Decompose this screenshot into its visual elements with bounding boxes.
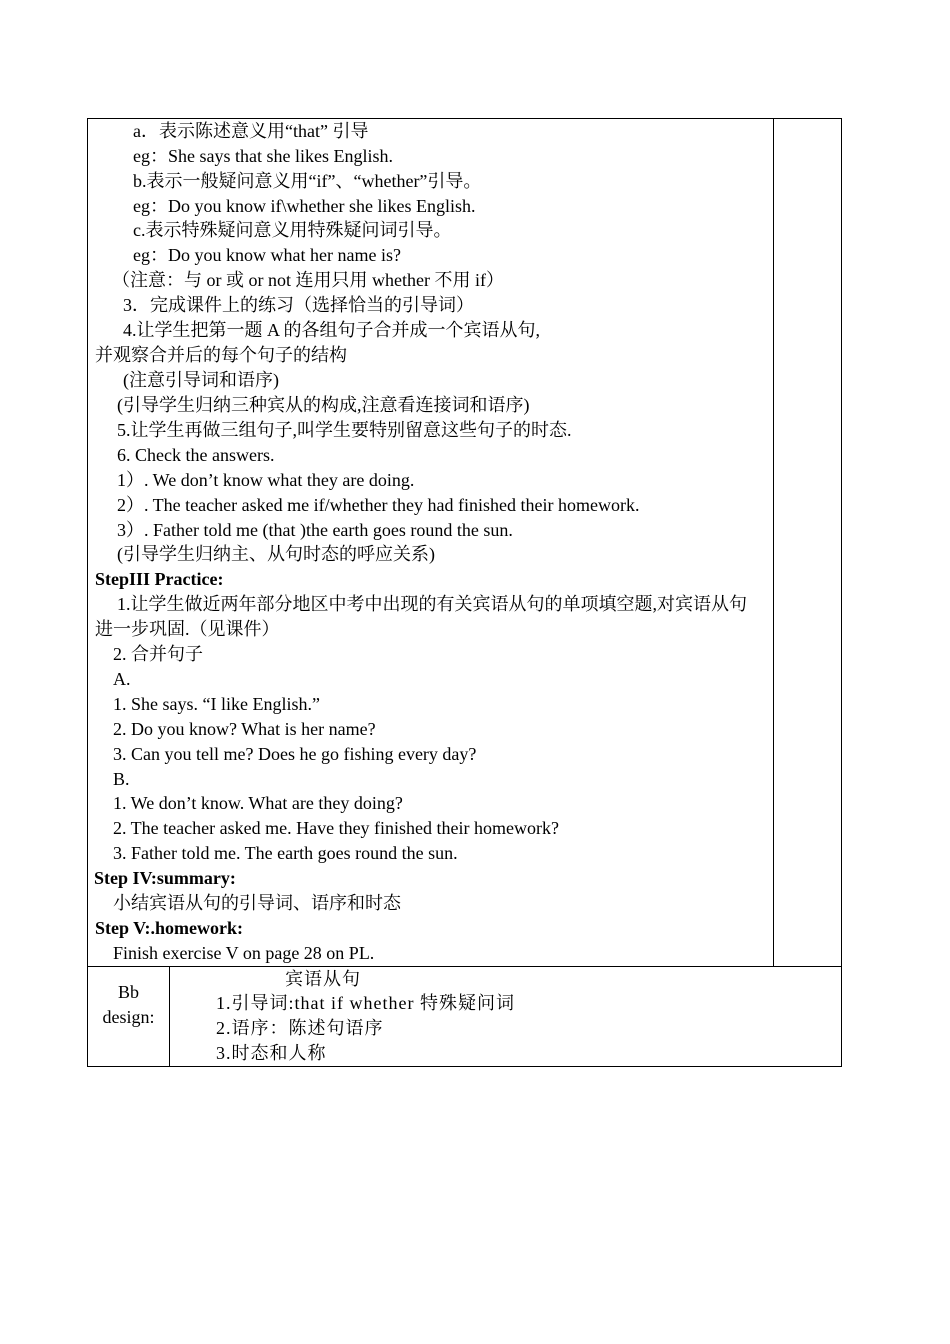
exercise-line: 2. The teacher asked me. Have they finished their homework? <box>113 818 560 838</box>
step-heading: Step IV:summary: <box>94 868 236 888</box>
text-line: eg：Do you know what her name is? <box>133 245 401 265</box>
text-line: A. <box>113 669 131 689</box>
text-line: eg：Do you know if\whether she likes English. <box>133 196 476 216</box>
bb-design-item: 1.引导词:that if whether 特殊疑问词 <box>216 993 515 1013</box>
text-line: 3．完成课件上的练习（选择恰当的引导词） <box>123 295 474 315</box>
text-line: eg：She says that she likes English. <box>133 146 393 166</box>
text-line: (引导学生归纳主、从句时态的呼应关系) <box>117 544 435 564</box>
step-heading: Step V:.homework: <box>95 918 244 938</box>
step-heading: StepIII Practice: <box>95 569 224 589</box>
answer-line: 2）. The teacher asked me if/whether they had finished their homework. <box>117 495 640 515</box>
text-line: 4.让学生把第一题 A 的各组句子合并成一个宾语从句, <box>123 320 541 340</box>
text-line: 6. Check the answers. <box>117 445 275 465</box>
answer-line: 1）. We don’t know what they are doing. <box>117 470 415 490</box>
text-line: Finish exercise V on page 28 on PL. <box>113 943 375 963</box>
exercise-line: 1. She says. “I like English.” <box>113 694 320 714</box>
bb-label-line: design: <box>102 1007 155 1027</box>
text-line: B. <box>113 769 130 789</box>
bb-design-item: 2.语序：陈述句语序 <box>216 1018 384 1038</box>
text-line: 小结宾语从句的引导词、语序和时态 <box>113 893 401 913</box>
bb-label-line: Bb <box>117 982 139 1002</box>
text-line: (注意引导词和语序) <box>123 370 279 390</box>
bb-column-divider <box>169 966 170 1067</box>
exercise-line: 1. We don’t know. What are they doing? <box>113 793 403 813</box>
exercise-line: 3. Father told me. The earth goes round the sun. <box>113 843 458 863</box>
text-line: c.表示特殊疑问意义用特殊疑问词引导。 <box>133 220 452 240</box>
text-line: 5.让学生再做三组句子,叫学生要特别留意这些句子的时态. <box>117 420 572 440</box>
column-divider <box>773 118 774 967</box>
bb-design-item: 3.时态和人称 <box>216 1043 327 1063</box>
text-line: 1.让学生做近两年部分地区中考中出现的有关宾语从句的单项填空题,对宾语从句 <box>117 594 747 614</box>
exercise-line: 3. Can you tell me? Does he go fishing every day? <box>113 744 477 764</box>
bb-design-label <box>88 980 169 1030</box>
exercise-line: 2. Do you know? What is her name? <box>113 719 376 739</box>
text-line: 2. 合并句子 <box>113 644 203 664</box>
note-line: （注意：与 or 或 or not 连用只用 whether 不用 if） <box>112 270 504 290</box>
text-line: (引导学生归纳三种宾从的构成,注意看连接词和语序) <box>117 395 530 415</box>
text-line: 并观察合并后的每个句子的结构 <box>95 345 347 365</box>
bb-design-row <box>87 966 842 1067</box>
answer-line: 3）. Father told me (that )the earth goes round the sun. <box>117 520 513 540</box>
bb-design-title: 宾语从句 <box>285 969 361 989</box>
text-line: b.表示一般疑问意义用“if”、“whether”引导。 <box>133 171 482 191</box>
text-line: a．表示陈述意义用“that” 引导 <box>133 121 369 141</box>
text-line: 进一步巩固.（见课件） <box>95 619 280 639</box>
